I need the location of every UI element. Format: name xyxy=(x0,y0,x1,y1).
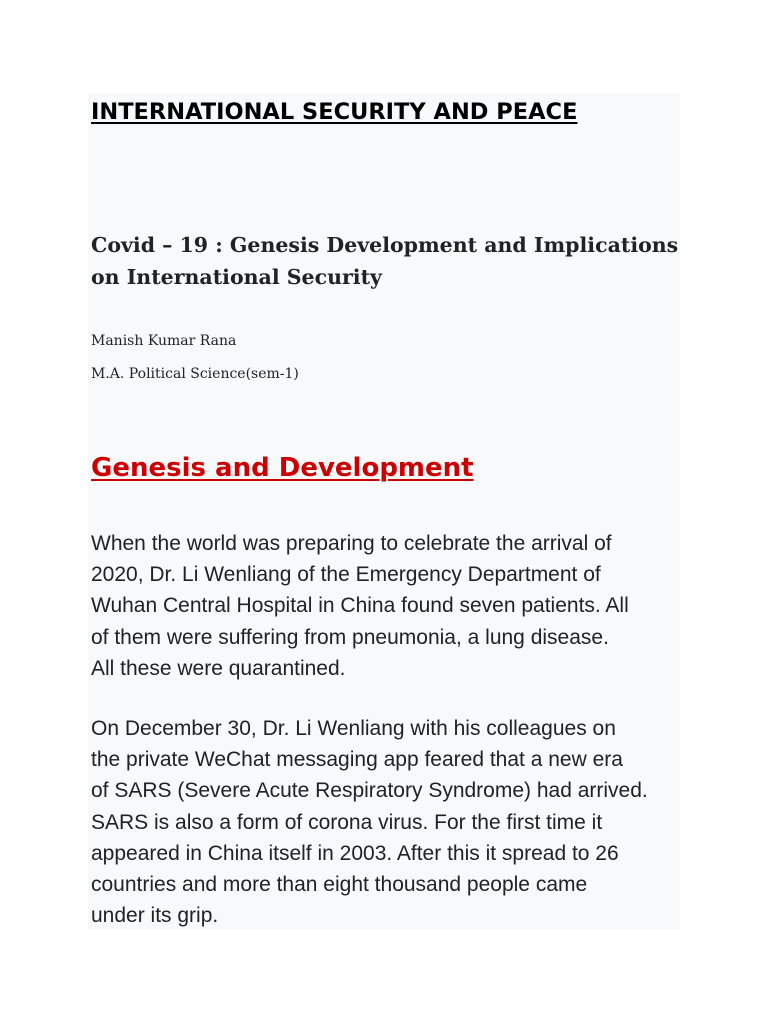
paragraph-line: SARS is also a form of corona virus. For the first time it xyxy=(91,810,603,834)
paragraph xyxy=(91,713,683,931)
paragraph-line: Wuhan Central Hospital in China found seven patients. All xyxy=(91,594,629,618)
paragraph-line: the private WeChat messaging app feared that a new era xyxy=(91,748,623,772)
paragraph-line: On December 30, Dr. Li Wenliang with his colleagues on xyxy=(91,717,616,740)
main-title: INTERNATIONAL SECURITY AND PEACE xyxy=(91,99,578,125)
paragraph-line: of them were suffering from pneumonia, a lung disease. xyxy=(91,625,609,649)
paragraph xyxy=(91,528,683,684)
paragraph-line: appeared in China itself in 2003. After this it spread to 26 xyxy=(91,841,619,865)
paragraph-line: All these were quarantined. xyxy=(91,656,346,680)
section-heading: Genesis and Development xyxy=(91,453,474,483)
author-name: Manish Kumar Rana xyxy=(91,333,237,349)
paragraph-line: under its grip. xyxy=(91,904,219,928)
course-info: M.A. Political Science(sem-1) xyxy=(91,366,299,382)
paragraph-line: of SARS (Severe Acute Respiratory Syndrome) had arrived. xyxy=(91,779,648,803)
paragraph-line: 2020, Dr. Li Wenliang of the Emergency Department of xyxy=(91,563,601,587)
paragraph-line: countries and more than eight thousand people came xyxy=(91,872,588,896)
paragraph-line: When the world was preparing to celebrate the arrival of xyxy=(91,532,612,555)
document-title: Covid – 19 : Genesis Development and Implications on International Security xyxy=(91,233,679,289)
